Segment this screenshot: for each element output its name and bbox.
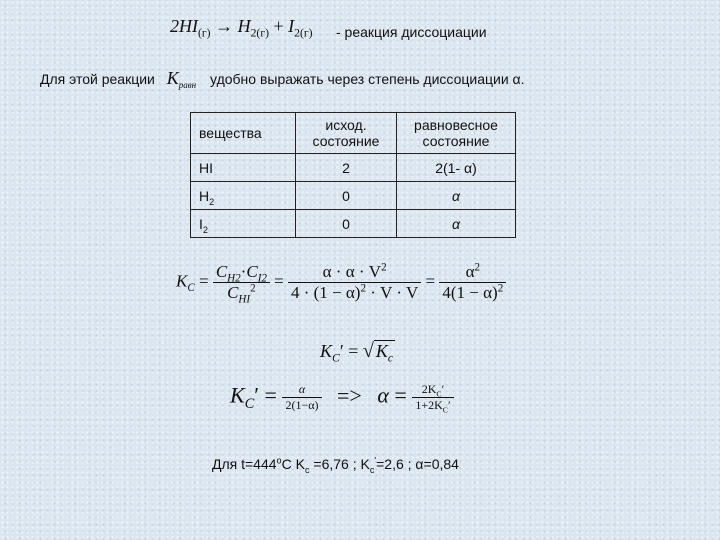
sup: 2 bbox=[497, 282, 504, 295]
sub: C bbox=[442, 405, 448, 415]
equals-sign: = bbox=[348, 341, 359, 361]
initial-cell: 0 bbox=[296, 210, 397, 238]
k-subscript: равн bbox=[178, 79, 197, 90]
substance-name: HI bbox=[199, 159, 213, 176]
alpha-symbol: α bbox=[377, 382, 389, 408]
subscript: 2 bbox=[250, 26, 257, 40]
substance-name: H bbox=[199, 187, 210, 204]
prime: ′ bbox=[441, 382, 445, 396]
radicand: K bbox=[375, 341, 388, 361]
substance-cell bbox=[191, 182, 296, 210]
equilibrium-cell: α bbox=[397, 182, 516, 210]
substance-cell bbox=[191, 154, 296, 182]
reaction-note: - реакция диссоциации bbox=[336, 24, 487, 40]
sup: 2 bbox=[381, 261, 387, 274]
numerator: α · α · V bbox=[322, 262, 382, 281]
table-row bbox=[191, 182, 516, 210]
prime: ′ bbox=[254, 382, 260, 408]
substance-sub: 2 bbox=[209, 196, 215, 207]
i2-subscript: I2 bbox=[257, 272, 267, 285]
sqrt-sign: √ bbox=[362, 340, 374, 362]
equilibrium-cell: 2(1- α) bbox=[397, 154, 516, 182]
k-symbol: K bbox=[166, 68, 179, 88]
substance-sub: 2 bbox=[202, 224, 208, 235]
equals-sign: = bbox=[264, 382, 277, 408]
product-i2: I bbox=[288, 16, 295, 36]
header-substances: вещества bbox=[191, 113, 296, 154]
kc-symbol: K bbox=[176, 271, 188, 291]
dissociation-table bbox=[190, 112, 516, 238]
degree-sup: o bbox=[276, 455, 282, 466]
state-label: (г) bbox=[300, 26, 313, 40]
numerator: α bbox=[465, 262, 475, 281]
kc-alpha-fraction bbox=[282, 382, 321, 413]
reaction-arrow: → bbox=[215, 16, 234, 36]
table-row bbox=[191, 154, 516, 182]
kc-symbol: K bbox=[320, 341, 333, 361]
equals-sign: = bbox=[394, 382, 407, 408]
sup: 2 bbox=[474, 261, 481, 274]
alpha-volume-fraction bbox=[288, 262, 421, 303]
plus-sign: + bbox=[273, 16, 284, 36]
substance-cell bbox=[191, 210, 296, 238]
radicand-sub: c bbox=[387, 351, 394, 365]
equals-sign: = bbox=[425, 271, 436, 291]
implies-sign: => bbox=[337, 382, 362, 408]
result-sub: c bbox=[304, 464, 310, 475]
h2-subscript: H2 bbox=[227, 272, 241, 285]
intro-line bbox=[40, 68, 525, 89]
prime: ′ bbox=[447, 398, 451, 412]
dot: · bbox=[240, 262, 247, 281]
equals-sign: = bbox=[198, 271, 209, 291]
result-sub: c bbox=[369, 464, 375, 475]
c-symbol: C bbox=[246, 262, 258, 281]
result-text: C K bbox=[281, 456, 305, 472]
intro-suffix: удобно выражать через степень диссоциации α. bbox=[210, 71, 525, 87]
state-label: (г) bbox=[256, 26, 269, 40]
initial-cell: 2 bbox=[296, 154, 397, 182]
header-equilibrium: равновесное состояние bbox=[397, 113, 516, 154]
concentration-fraction bbox=[213, 262, 270, 306]
subscript: 2 bbox=[294, 26, 300, 40]
denominator: 2(1−α) bbox=[282, 397, 321, 413]
kc-prime-root-formula bbox=[320, 340, 395, 363]
prime: ′ bbox=[339, 341, 344, 361]
result-text: Для t=444 bbox=[212, 456, 277, 472]
result-text: =6,76 ; K bbox=[309, 456, 370, 472]
table-row bbox=[191, 210, 516, 238]
prime-sup: ' bbox=[374, 455, 377, 466]
denominator: 4(1 − α) bbox=[442, 283, 498, 302]
initial-cell: 0 bbox=[296, 182, 397, 210]
state-label: (г) bbox=[198, 26, 211, 40]
reaction-equation bbox=[170, 16, 313, 40]
kc-subscript: C bbox=[187, 281, 195, 294]
hi-subscript: HI bbox=[238, 293, 251, 306]
kc-symbol: K bbox=[230, 382, 245, 408]
product-h2: H bbox=[237, 16, 251, 36]
intro-prefix: Для этой реакции bbox=[40, 71, 155, 87]
denominator: 1+2K bbox=[415, 398, 443, 412]
sub: C bbox=[436, 389, 442, 399]
kc-subscript: C bbox=[332, 351, 340, 365]
alpha-expression-fraction bbox=[412, 382, 453, 413]
substance-name: I bbox=[199, 215, 203, 232]
reactant-hi: 2HI bbox=[170, 16, 198, 36]
result-text: =2,6 ; α=0,84 bbox=[376, 456, 459, 472]
equilibrium-cell: α bbox=[397, 210, 516, 238]
result-line bbox=[212, 455, 459, 475]
numerator: α bbox=[298, 382, 306, 396]
alpha-solution-formula bbox=[230, 382, 454, 413]
c-symbol: C bbox=[227, 283, 239, 302]
square-sup: 2 bbox=[250, 282, 256, 295]
numerator: 2K bbox=[421, 382, 437, 396]
header-initial: исход. состояние bbox=[296, 113, 397, 154]
table-header-row bbox=[191, 113, 516, 154]
denominator: 4 · (1 − α) bbox=[290, 283, 361, 302]
kc-subscript: C bbox=[244, 395, 255, 412]
c-symbol: C bbox=[215, 262, 228, 281]
denominator-tail: · V · V bbox=[370, 283, 419, 302]
kc-formula bbox=[176, 261, 506, 306]
equals-sign: = bbox=[274, 271, 284, 291]
sup: 2 bbox=[360, 282, 366, 295]
alpha-fraction bbox=[439, 262, 506, 303]
